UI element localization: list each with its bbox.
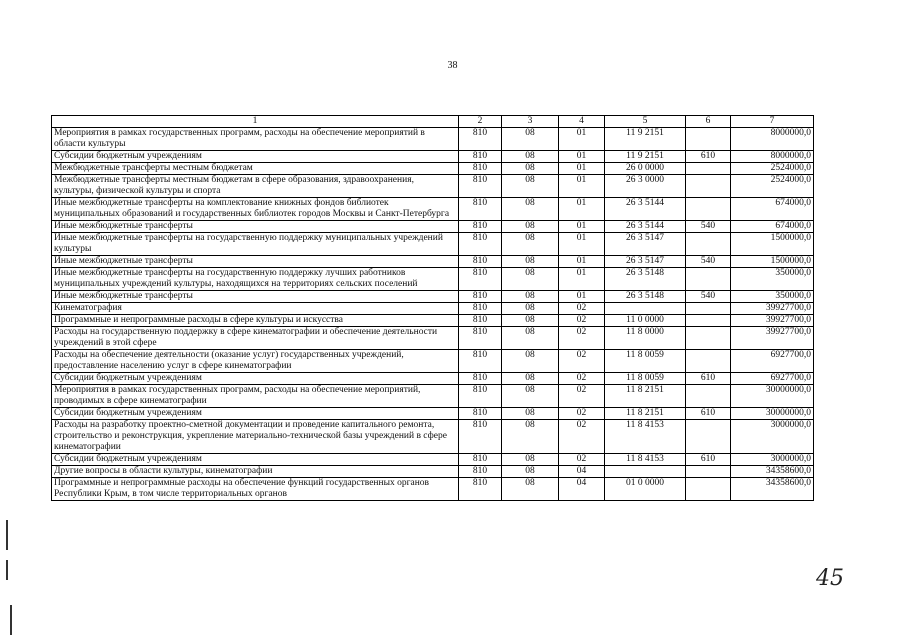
row-name-cell: Кинематография — [52, 303, 459, 315]
header-col-7: 7 — [731, 116, 814, 128]
row-name-cell: Иные межбюджетные трансферты — [52, 256, 459, 268]
row-c4-cell: 01 — [559, 151, 605, 163]
row-c4-cell: 01 — [559, 233, 605, 256]
row-c3-cell: 08 — [502, 478, 559, 501]
row-c5-cell: 11 8 2151 — [605, 385, 686, 408]
row-name-cell: Межбюджетные трансферты местным бюджетам — [52, 163, 459, 175]
scan-edge-mark — [6, 520, 8, 550]
header-row — [52, 116, 814, 128]
row-c2-cell: 810 — [459, 291, 502, 303]
scan-edge-mark — [6, 560, 8, 580]
row-c7-cell: 6927700,0 — [731, 373, 814, 385]
row-c7-cell: 350000,0 — [731, 291, 814, 303]
row-c6-cell: 610 — [686, 408, 731, 420]
row-c2-cell: 810 — [459, 233, 502, 256]
header-col-6: 6 — [686, 116, 731, 128]
row-c6-cell — [686, 303, 731, 315]
row-c7-cell: 1500000,0 — [731, 233, 814, 256]
row-c3-cell: 08 — [502, 198, 559, 221]
row-c5-cell: 11 8 2151 — [605, 408, 686, 420]
row-c2-cell: 810 — [459, 303, 502, 315]
row-c4-cell: 02 — [559, 303, 605, 315]
table-row — [52, 420, 814, 454]
row-c3-cell: 08 — [502, 454, 559, 466]
row-c7-cell: 8000000,0 — [731, 128, 814, 151]
row-name-cell: Иные межбюджетные трансферты — [52, 291, 459, 303]
row-c4-cell: 01 — [559, 268, 605, 291]
table-row — [52, 315, 814, 327]
row-c2-cell: 810 — [459, 350, 502, 373]
row-c4-cell: 01 — [559, 256, 605, 268]
row-c5-cell: 26 0 0000 — [605, 163, 686, 175]
row-c5-cell: 26 3 5148 — [605, 291, 686, 303]
row-c6-cell — [686, 233, 731, 256]
table-row — [52, 327, 814, 350]
row-c4-cell: 02 — [559, 373, 605, 385]
row-c5-cell: 26 3 5148 — [605, 268, 686, 291]
row-c3-cell: 08 — [502, 303, 559, 315]
table-row — [52, 128, 814, 151]
row-c4-cell: 01 — [559, 175, 605, 198]
row-c7-cell: 8000000,0 — [731, 151, 814, 163]
row-c4-cell: 04 — [559, 466, 605, 478]
row-c2-cell: 810 — [459, 454, 502, 466]
row-c2-cell: 810 — [459, 268, 502, 291]
row-name-cell: Субсидии бюджетным учреждениям — [52, 151, 459, 163]
row-c7-cell: 350000,0 — [731, 268, 814, 291]
row-c5-cell — [605, 466, 686, 478]
row-c3-cell: 08 — [502, 327, 559, 350]
row-c5-cell: 01 0 0000 — [605, 478, 686, 501]
table-row — [52, 198, 814, 221]
table-row — [52, 291, 814, 303]
row-c5-cell: 26 3 0000 — [605, 175, 686, 198]
row-c2-cell: 810 — [459, 327, 502, 350]
row-c6-cell — [686, 128, 731, 151]
row-c6-cell: 540 — [686, 221, 731, 233]
row-name-cell: Расходы на обеспечение деятельности (оказание услуг) государственных учреждений, предоставление населению услуг в сфере кинематографии — [52, 350, 459, 373]
row-c3-cell: 08 — [502, 291, 559, 303]
row-name-cell: Мероприятия в рамках государственных программ, расходы на обеспечение мероприятий в области культуры — [52, 128, 459, 151]
row-name-cell: Субсидии бюджетным учреждениям — [52, 408, 459, 420]
row-c5-cell: 26 3 5147 — [605, 256, 686, 268]
row-name-cell: Иные межбюджетные трансферты на комплектование книжных фондов библиотек муниципальных образований и государственных библиотек городов Москвы и Санкт-Петербурга — [52, 198, 459, 221]
row-c4-cell: 02 — [559, 315, 605, 327]
row-c3-cell: 08 — [502, 350, 559, 373]
row-c3-cell: 08 — [502, 420, 559, 454]
table-row — [52, 151, 814, 163]
row-c6-cell — [686, 175, 731, 198]
row-name-cell: Другие вопросы в области культуры, кинематографии — [52, 466, 459, 478]
row-name-cell: Иные межбюджетные трансферты на государственную поддержку муниципальных учреждений культуры — [52, 233, 459, 256]
row-c2-cell: 810 — [459, 478, 502, 501]
row-c3-cell: 08 — [502, 175, 559, 198]
row-c3-cell: 08 — [502, 163, 559, 175]
budget-table — [51, 115, 814, 501]
table-row — [52, 233, 814, 256]
row-c7-cell: 2524000,0 — [731, 175, 814, 198]
row-c5-cell: 11 8 4153 — [605, 420, 686, 454]
row-c4-cell: 01 — [559, 221, 605, 233]
table-row — [52, 256, 814, 268]
row-c6-cell — [686, 163, 731, 175]
row-c4-cell: 02 — [559, 350, 605, 373]
row-c6-cell — [686, 478, 731, 501]
row-c7-cell: 39927700,0 — [731, 315, 814, 327]
row-c6-cell: 610 — [686, 454, 731, 466]
row-c6-cell — [686, 327, 731, 350]
row-c5-cell: 11 8 0059 — [605, 350, 686, 373]
row-c7-cell: 39927700,0 — [731, 327, 814, 350]
row-c6-cell: 610 — [686, 151, 731, 163]
table-row — [52, 373, 814, 385]
row-c4-cell: 02 — [559, 385, 605, 408]
row-c4-cell: 02 — [559, 420, 605, 454]
row-c7-cell: 1500000,0 — [731, 256, 814, 268]
page-number: 38 — [447, 60, 458, 71]
row-c6-cell — [686, 198, 731, 221]
row-c3-cell: 08 — [502, 256, 559, 268]
row-c5-cell: 11 8 0059 — [605, 373, 686, 385]
table-row — [52, 163, 814, 175]
row-name-cell: Межбюджетные трансферты местным бюджетам в сфере образования, здравоохранения, культуры, физической культуры и спорта — [52, 175, 459, 198]
header-col-1: 1 — [52, 116, 459, 128]
row-c2-cell: 810 — [459, 163, 502, 175]
row-c3-cell: 08 — [502, 221, 559, 233]
header-col-4: 4 — [559, 116, 605, 128]
row-c6-cell — [686, 315, 731, 327]
row-c4-cell: 02 — [559, 408, 605, 420]
row-c5-cell: 26 3 5144 — [605, 198, 686, 221]
row-c2-cell: 810 — [459, 221, 502, 233]
row-c3-cell: 08 — [502, 233, 559, 256]
table-row — [52, 454, 814, 466]
row-c5-cell — [605, 303, 686, 315]
row-c5-cell: 11 9 2151 — [605, 128, 686, 151]
row-c4-cell: 01 — [559, 128, 605, 151]
row-name-cell: Иные межбюджетные трансферты — [52, 221, 459, 233]
row-c2-cell: 810 — [459, 151, 502, 163]
table-body — [52, 128, 814, 501]
row-name-cell: Иные межбюджетные трансферты на государственную поддержку лучших работников муниципальных учреждений культуры, находящихся на территориях сельских поселений — [52, 268, 459, 291]
row-c4-cell: 01 — [559, 163, 605, 175]
row-c2-cell: 810 — [459, 175, 502, 198]
row-c3-cell: 08 — [502, 466, 559, 478]
table-row — [52, 303, 814, 315]
row-c7-cell: 2524000,0 — [731, 163, 814, 175]
row-c7-cell: 39927700,0 — [731, 303, 814, 315]
row-c3-cell: 08 — [502, 373, 559, 385]
row-c4-cell: 01 — [559, 198, 605, 221]
header-col-2: 2 — [459, 116, 502, 128]
row-c6-cell — [686, 350, 731, 373]
row-c6-cell — [686, 420, 731, 454]
row-c2-cell: 810 — [459, 256, 502, 268]
row-c2-cell: 810 — [459, 198, 502, 221]
row-c2-cell: 810 — [459, 408, 502, 420]
row-c6-cell — [686, 466, 731, 478]
scan-edge-mark — [10, 605, 12, 635]
row-c6-cell — [686, 385, 731, 408]
row-c7-cell: 34358600,0 — [731, 466, 814, 478]
row-c6-cell: 540 — [686, 256, 731, 268]
table-row — [52, 466, 814, 478]
row-name-cell: Программные и непрограммные расходы на обеспечение функций государственных органов Республики Крым, в том числе территориальных органов — [52, 478, 459, 501]
row-name-cell: Субсидии бюджетным учреждениям — [52, 454, 459, 466]
row-c7-cell: 674000,0 — [731, 221, 814, 233]
row-name-cell: Мероприятия в рамках государственных программ, расходы на обеспечение мероприятий, проводимых в сфере кинематографии — [52, 385, 459, 408]
row-c7-cell: 3000000,0 — [731, 420, 814, 454]
row-c3-cell: 08 — [502, 315, 559, 327]
row-c7-cell: 674000,0 — [731, 198, 814, 221]
row-c7-cell: 3000000,0 — [731, 454, 814, 466]
row-c3-cell: 08 — [502, 128, 559, 151]
handwritten-page-mark: 45 — [816, 566, 844, 591]
row-c5-cell: 26 3 5147 — [605, 233, 686, 256]
row-c2-cell: 810 — [459, 128, 502, 151]
table-row — [52, 350, 814, 373]
row-c5-cell: 11 8 4153 — [605, 454, 686, 466]
row-c2-cell: 810 — [459, 385, 502, 408]
row-c2-cell: 810 — [459, 420, 502, 454]
table-row — [52, 175, 814, 198]
row-c3-cell: 08 — [502, 151, 559, 163]
row-c7-cell: 6927700,0 — [731, 350, 814, 373]
row-c7-cell: 30000000,0 — [731, 385, 814, 408]
table-row — [52, 385, 814, 408]
row-c5-cell: 11 0 0000 — [605, 315, 686, 327]
row-c4-cell: 02 — [559, 327, 605, 350]
table-row — [52, 478, 814, 501]
row-c6-cell: 610 — [686, 373, 731, 385]
header-col-3: 3 — [502, 116, 559, 128]
row-c5-cell: 26 3 5144 — [605, 221, 686, 233]
row-c4-cell: 01 — [559, 291, 605, 303]
table-row — [52, 408, 814, 420]
row-c3-cell: 08 — [502, 268, 559, 291]
table-row — [52, 268, 814, 291]
row-name-cell: Программные и непрограммные расходы в сфере культуры и искусства — [52, 315, 459, 327]
header-col-5: 5 — [605, 116, 686, 128]
row-name-cell: Расходы на разработку проектно-сметной документации и проведение капитального ремонта, строительство и реконструкция, укрепление материально-технической базы учреждений в сфере кинематографии — [52, 420, 459, 454]
row-c4-cell: 04 — [559, 478, 605, 501]
row-name-cell: Субсидии бюджетным учреждениям — [52, 373, 459, 385]
row-c2-cell: 810 — [459, 315, 502, 327]
row-c5-cell: 11 8 0000 — [605, 327, 686, 350]
row-name-cell: Расходы на государственную поддержку в сфере кинематографии и обеспечение деятельности учреждений в этой сфере — [52, 327, 459, 350]
row-c3-cell: 08 — [502, 408, 559, 420]
row-c5-cell: 11 9 2151 — [605, 151, 686, 163]
row-c2-cell: 810 — [459, 373, 502, 385]
row-c3-cell: 08 — [502, 385, 559, 408]
row-c2-cell: 810 — [459, 466, 502, 478]
table-row — [52, 221, 814, 233]
row-c4-cell: 02 — [559, 454, 605, 466]
row-c7-cell: 30000000,0 — [731, 408, 814, 420]
row-c6-cell: 540 — [686, 291, 731, 303]
row-c7-cell: 34358600,0 — [731, 478, 814, 501]
row-c6-cell — [686, 268, 731, 291]
